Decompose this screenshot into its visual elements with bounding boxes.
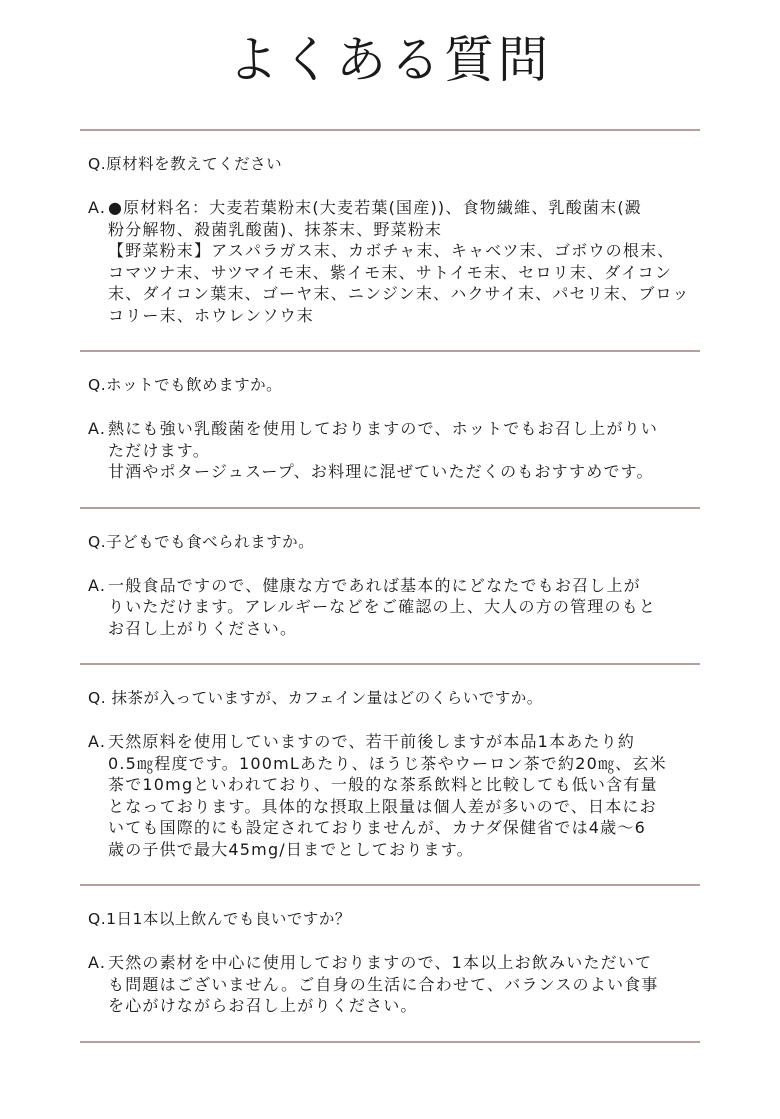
faq-answer (88, 575, 700, 640)
answer-line: も問題はございません。ご自身の生活に合わせて、バランスのよい食事 (108, 974, 659, 994)
answer-prefix: A. (88, 198, 107, 217)
faq-list (80, 129, 700, 1043)
answer-line: を心がけながらお召し上がりください。 (108, 996, 418, 1015)
faq-item-children (80, 509, 700, 664)
answer-line: 茶で10mgといわれており、一般的な茶系飲料と比較しても低い含有量 (108, 775, 658, 794)
faq-item-ingredients (80, 131, 700, 350)
faq-answer (88, 731, 700, 860)
answer-line: 【野菜粉末】アスパラガス末、カボチャ末、キャベツ末、ゴボウの根末、 (108, 241, 675, 260)
answer-line: 粉分解物、殺菌乳酸菌)、抹茶末、野菜粉末 (108, 219, 443, 239)
answer-line: となっております。具体的な摂取上限量は個人差が多いので、日本にお (108, 796, 657, 816)
faq-item-hot (80, 352, 700, 507)
answer-body (108, 731, 700, 860)
answer-prefix: A. (88, 953, 107, 972)
answer-body (108, 418, 700, 483)
answer-line: 一般食品ですので、健康な方であれば基本的にどなたでもお召し上が (108, 575, 641, 595)
page-title: よくある質問 (228, 31, 552, 89)
faq-question: Q.1日1本以上飲んでも良いですか？ (88, 910, 351, 928)
answer-body (108, 952, 700, 1017)
faq-item-caffeine (80, 665, 700, 884)
divider (80, 1041, 700, 1043)
faq-question: Q. 抹茶が入っていますが、カフェイン量はどのくらいですか。 (88, 689, 543, 707)
answer-line: 甘酒やポタージュスープ、お料理に混ぜていただくのもおすすめです。 (108, 462, 654, 481)
answer-body (108, 197, 700, 326)
faq-answer (88, 952, 700, 1017)
answer-line: 末、ダイコン葉末、ゴーヤ末、ニンジン末、ハクサイ末、パセリ末、ブロッ (108, 284, 690, 303)
faq-answer (88, 418, 700, 483)
answer-line: 熱にも強い乳酸菌を使用しておりますので、ホットでもお召し上がりい (108, 419, 659, 438)
answer-line: りいただけます。アレルギーなどをご確認の上、大人の方の管理のもと (108, 597, 657, 616)
answer-line: コリー末、ホウレンソウ末 (108, 305, 315, 325)
answer-line: 歳の子供で最大45mg/日までとしております。 (108, 839, 474, 859)
answer-prefix: A. (88, 575, 107, 595)
faq-answer (88, 197, 700, 326)
answer-line: 天然の素材を中心に使用しておりますので、1本以上お飲みいただいて (108, 953, 653, 972)
answer-line: 天然原料を使用していますので、若干前後しますが本品1本あたり約 (108, 732, 636, 751)
answer-line: 0.5㎎程度です。100mLあたり、ほうじ茶やウーロン茶で約20㎎、玄米 (108, 753, 667, 773)
faq-question: Q.子どもでも食べられますか。 (88, 532, 315, 551)
answer-body (108, 575, 700, 640)
faq-question: Q.ホットでも飲めますか。 (88, 376, 283, 394)
faq-item-daily-amount (80, 886, 700, 1041)
answer-line: ●原材料名：大麦若葉粉末(大麦若葉(国産))、食物繊維、乳酸菌末(澱 (108, 198, 642, 217)
answer-line: いても国際的にも設定されておりませんが、カナダ保健省では4歳～6 (108, 818, 646, 837)
answer-line: お召し上がりください。 (108, 618, 298, 638)
answer-line: ただけます。 (108, 440, 210, 460)
answer-prefix: A. (88, 732, 107, 751)
faq-question: Q.原材料を教えてください (88, 155, 283, 173)
answer-prefix: A. (88, 419, 107, 438)
answer-line: コマツナ末、サツマイモ末、紫イモ末、サトイモ末、セロリ末、ダイコン (108, 262, 673, 282)
